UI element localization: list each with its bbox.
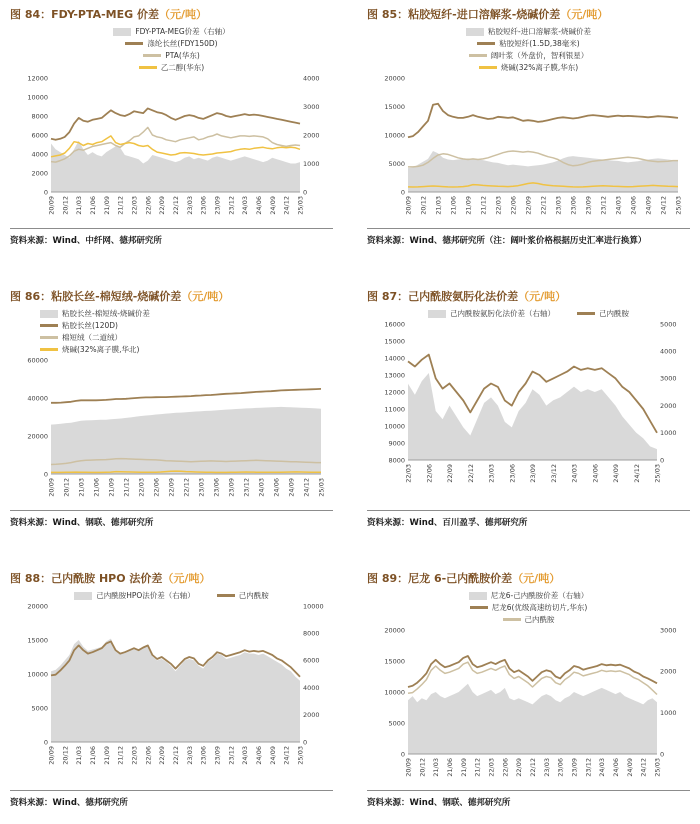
axis-tick-label: 20000 [26,432,48,441]
line-swatch-icon [139,66,157,69]
legend-item [40,345,139,354]
figure-title-text: 图 85：粘胶短纤-进口溶解浆-烧碱价差 [367,8,561,21]
axis-tick-label: 8000 [30,112,48,121]
figure-title-text: 图 84：FDY-PTA-MEG 价差 [10,8,160,21]
axis-tick-label: 15000 [383,337,405,346]
axis-tick-label: 23/09 [227,478,235,497]
legend-label: 尼龙6(优级高速纺切片,华东) [491,603,588,612]
axis-tick-label: 20/09 [404,758,412,777]
axis-tick-label: 20/09 [404,196,412,215]
legend-item [217,591,269,600]
figure-source: 资料来源：Wind、钢联、德邦研究所 [367,790,690,808]
figure-source: 资料来源：Wind、德邦研究所（注：阔叶浆价格根据历史汇率进行换算） [367,228,690,246]
chart-viscose-filament-spread [10,307,333,504]
axis-tick-label: 24/03 [570,464,578,483]
legend-label: PTA(华东) [165,51,200,60]
legend-item [40,309,150,318]
legend-label: 己内酰胺 [524,615,555,624]
axis-tick-label: 22/12 [466,464,475,483]
axis-tick-label: 21/06 [445,758,454,777]
line-swatch-icon [477,42,495,45]
line-swatch-icon [577,312,595,315]
axis-tick-label: 9000 [387,439,405,448]
legend-label: 尼龙6-己内酰胺价差（右轴） [490,591,589,600]
axis-tick-label: 23/06 [199,746,208,765]
figure-source: 资料来源：Wind、钢联、德邦研究所 [10,510,333,528]
axis-tick-label: 23/12 [599,196,607,215]
axis-tick-label: 22/03 [494,196,502,215]
axis-tick-label: 24/06 [629,196,637,215]
axis-tick-label: 14000 [383,354,405,363]
axis-tick-label: 15000 [383,102,405,111]
axis-tick-label: 22/12 [171,196,180,215]
axis-tick-label: 5000 [387,159,405,168]
chart-legend [10,309,333,354]
chart-caprolactam-ammoximation-spread [367,307,690,504]
axis-tick-label: 25/03 [674,196,682,215]
figure-title-text: 图 87：己内酰胺氨肟化法价差 [367,290,519,303]
legend-label: 粘胶长丝(120D) [62,321,118,330]
axis-tick-label: 21/03 [434,196,442,215]
axis-tick-label: 24/12 [659,196,667,215]
legend-item [469,51,589,60]
legend-item [469,591,588,600]
chart-legend [10,591,333,600]
figure-title [367,290,690,303]
axis-tick-label: 24/09 [644,196,652,215]
axis-tick-label: 23/06 [199,196,208,215]
axis-tick-label: 22/09 [524,196,532,215]
axis-tick-label: 22/06 [143,196,152,215]
axis-tick-label: 0 [659,456,664,465]
axis-tick-label: 21/12 [479,196,487,215]
axis-tick-label: 25/03 [296,746,304,765]
axis-tick-label: 22/03 [487,758,495,777]
axis-tick-label: 11000 [383,405,405,414]
line-swatch-icon [470,606,488,609]
axis-tick-label: 24/06 [590,464,599,483]
axis-tick-label: 21/09 [464,196,472,215]
axis-tick-label: 16000 [383,320,405,329]
legend-label: 涤纶长丝(FDY150D) [147,39,218,48]
axis-tick-label: 2000 [659,667,677,676]
axis-tick-label: 24/09 [287,478,295,497]
axis-tick-label: 2000 [30,169,48,178]
axis-tick-label: 23/12 [226,196,235,215]
axis-tick-label: 23/12 [583,758,592,777]
legend-item [74,591,195,600]
axis-tick-label: 21/09 [102,746,111,765]
axis-tick-label: 23/06 [569,196,577,215]
axis-tick-label: 21/12 [473,758,482,777]
legend-label: FDY-PTA-MEG价差（右轴） [135,27,230,36]
line-series [51,136,300,157]
axis-tick-label: 22/09 [157,746,166,765]
figure-title-unit: （元/吨） [159,8,208,21]
legend-item [139,63,204,72]
chart-legend [367,591,690,624]
area-series [51,407,321,474]
legend-item [143,51,200,60]
axis-tick-label: 8000 [302,629,320,638]
axis-tick-label: 21/03 [74,746,83,765]
axis-tick-label: 20/09 [47,746,55,765]
axis-tick-label: 23/09 [584,196,592,215]
axis-tick-label: 21/12 [116,196,125,215]
axis-tick-label: 1000 [302,159,320,168]
axis-tick-label: 3000 [659,374,677,383]
axis-tick-label: 10000 [26,93,48,102]
legend-label: 烧碱(32%离子膜,华东) [500,63,579,72]
chart-canvas [11,72,333,222]
axis-tick-label: 6000 [30,131,48,140]
axis-tick-label: 21/06 [88,746,97,765]
line-series [51,108,300,139]
area-swatch-icon [40,310,58,318]
axis-tick-label: 10000 [383,688,405,697]
figure-88 [10,572,333,808]
axis-tick-label: 21/12 [116,746,125,765]
axis-tick-label: 22/09 [167,478,175,497]
chart-viscose-staple-spread [367,25,690,222]
chart-canvas [368,624,690,784]
axis-tick-label: 21/09 [102,196,111,215]
figure-title-text: 图 86：粘胶长丝-棉短绒-烧碱价差 [10,290,182,303]
axis-tick-label: 23/12 [242,478,250,497]
axis-tick-label: 25/03 [653,758,661,777]
axis-tick-label: 21/06 [449,196,457,215]
legend-item [428,309,555,318]
axis-tick-label: 0 [43,470,48,479]
axis-tick-label: 20/12 [419,196,427,215]
axis-tick-label: 24/06 [611,758,620,777]
axis-tick-label: 2000 [302,711,320,720]
axis-tick-label: 23/03 [197,478,205,497]
figure-title-unit: （元/吨） [162,572,211,585]
axis-tick-label: 23/03 [542,758,551,777]
axis-tick-label: 23/03 [487,464,495,483]
figure-87 [367,290,690,528]
axis-tick-label: 20/12 [62,478,70,497]
axis-tick-label: 15000 [383,657,405,666]
axis-tick-label: 10000 [383,131,405,140]
axis-tick-label: 20000 [383,626,405,635]
figure-source: 资料来源：Wind、百川盈孚、德邦研究所 [367,510,690,528]
axis-tick-label: 1000 [659,429,677,438]
figure-84 [10,8,333,246]
legend-label: 己内酰胺HPO法价差（右轴） [96,591,195,600]
axis-tick-label: 24/12 [302,478,310,497]
axis-tick-label: 25/03 [653,464,661,483]
axis-tick-label: 24/09 [625,758,634,777]
legend-item [40,321,118,330]
line-series [51,389,321,403]
figure-title [10,8,333,21]
chart-legend [367,309,690,318]
legend-item [470,603,588,612]
axis-tick-label: 20/12 [60,196,69,215]
axis-tick-label: 21/09 [459,758,468,777]
figure-title [367,8,690,21]
axis-tick-label: 2000 [302,131,320,140]
axis-tick-label: 10000 [26,670,48,679]
figure-title-unit: （元/吨） [181,290,230,303]
axis-tick-label: 6000 [302,656,320,665]
axis-tick-label: 24/12 [282,746,291,765]
axis-tick-label: 21/06 [88,196,97,215]
axis-tick-label: 21/09 [107,478,115,497]
axis-tick-label: 10000 [383,422,405,431]
axis-tick-label: 24/03 [257,478,265,497]
axis-tick-label: 60000 [26,356,48,365]
area-swatch-icon [113,28,131,36]
chart-legend [10,27,333,72]
figure-title-unit: （元/吨） [560,8,609,21]
axis-tick-label: 0 [302,188,307,197]
axis-tick-label: 24/06 [254,746,263,765]
axis-tick-label: 3000 [302,102,320,111]
axis-tick-label: 25/03 [317,478,325,497]
axis-tick-label: 22/06 [152,478,160,497]
axis-tick-label: 24/09 [611,464,620,483]
axis-tick-label: 23/03 [185,196,194,215]
axis-tick-label: 24/12 [282,196,291,215]
figure-title-unit: （元/吨） [518,290,567,303]
axis-tick-label: 20/12 [417,758,426,777]
axis-tick-label: 22/03 [404,464,412,483]
axis-tick-label: 15000 [26,636,48,645]
figure-title-unit: （元/吨） [512,572,561,585]
figure-title [367,572,690,585]
chart-canvas [11,354,333,504]
legend-item [113,27,229,36]
axis-tick-label: 1000 [659,709,677,717]
line-swatch-icon [40,348,58,351]
figure-title [10,290,333,303]
legend-label: 粘胶短纤(1.5D,38毫米) [499,39,580,48]
axis-tick-label: 22/03 [137,478,145,497]
axis-tick-label: 24/03 [240,196,249,215]
figure-89 [367,572,690,808]
line-swatch-icon [479,66,497,69]
legend-label: 粘胶短纤-进口溶解浆-烧碱价差 [488,27,591,36]
axis-tick-label: 0 [400,188,405,197]
axis-tick-label: 4000 [659,347,677,356]
legend-label: 己内酰胺 [238,591,269,600]
axis-tick-label: 0 [43,738,48,747]
area-swatch-icon [74,592,92,600]
axis-tick-label: 12000 [26,74,48,83]
axis-tick-label: 22/06 [509,196,517,215]
axis-tick-label: 24/06 [272,478,280,497]
axis-tick-label: 22/12 [539,196,547,215]
legend-label: 烧碱(32%离子膜,华北) [62,345,140,354]
line-swatch-icon [217,594,235,597]
legend-item [466,27,591,36]
axis-tick-label: 22/03 [130,746,138,765]
figure-title-text: 图 89：尼龙 6-己内酰胺价差 [367,572,513,585]
chart-legend [367,27,690,72]
axis-tick-label: 22/03 [130,196,138,215]
chart-nylon6-caprolactam-spread [367,589,690,784]
chart-fdy-pta-meg [10,25,333,222]
axis-tick-label: 24/12 [639,758,648,777]
area-swatch-icon [428,310,446,318]
axis-tick-label: 23/06 [556,758,565,777]
axis-tick-label: 20000 [26,602,48,611]
legend-label: 粘胶长丝-棉短绒-烧碱价差 [62,309,150,318]
axis-tick-label: 24/09 [268,746,277,765]
line-swatch-icon [40,324,58,327]
axis-tick-label: 0 [659,750,664,759]
legend-label: 棉短绒（二道绒） [62,333,122,342]
axis-tick-label: 4000 [302,683,320,692]
axis-tick-label: 8000 [387,456,405,465]
axis-tick-label: 0 [43,188,48,197]
line-series [408,104,678,138]
axis-tick-label: 23/03 [554,196,562,215]
axis-tick-label: 13000 [383,371,405,380]
axis-tick-label: 22/06 [424,464,433,483]
axis-tick-label: 22/09 [157,196,166,215]
axis-tick-label: 10000 [302,602,324,611]
axis-tick-label: 23/12 [549,464,558,483]
axis-tick-label: 22/12 [528,758,537,777]
axis-tick-label: 0 [302,738,307,747]
axis-tick-label: 23/06 [212,478,220,497]
axis-tick-label: 20000 [383,74,405,83]
legend-label: 阔叶浆（外盘价，智利银星） [490,51,589,60]
axis-tick-label: 20/09 [47,478,55,497]
axis-tick-label: 23/09 [213,196,221,215]
line-swatch-icon [143,54,161,57]
axis-tick-label: 24/03 [240,746,249,765]
axis-tick-label: 23/03 [185,746,194,765]
figure-86 [10,290,333,528]
axis-tick-label: 0 [400,750,405,759]
axis-tick-label: 20/09 [47,196,55,215]
axis-tick-label: 40000 [26,394,48,403]
axis-tick-label: 3000 [659,626,677,635]
chart-canvas [11,600,333,772]
axis-tick-label: 22/06 [143,746,152,765]
axis-tick-label: 25/03 [296,196,304,215]
axis-tick-label: 21/12 [122,478,130,497]
axis-tick-label: 22/09 [445,464,454,483]
axis-tick-label: 4000 [30,150,48,159]
legend-item [577,309,629,318]
area-swatch-icon [466,28,484,36]
legend-item [477,39,579,48]
figure-source: 资料来源：Wind、中纤网、德邦研究所 [10,228,333,246]
chart-caprolactam-hpo-spread [10,589,333,784]
figure-title [10,572,333,585]
axis-tick-label: 21/03 [431,758,440,777]
legend-label: 己内酰胺 [599,309,629,318]
legend-label: 乙二醇(华东) [160,63,205,72]
line-swatch-icon [40,336,58,339]
axis-tick-label: 23/09 [213,746,221,765]
figure-85 [367,8,690,246]
axis-tick-label: 23/09 [528,464,537,483]
axis-tick-label: 24/12 [632,464,641,483]
axis-tick-label: 21/03 [74,196,83,215]
legend-item [125,39,217,48]
chart-canvas [368,72,690,222]
axis-tick-label: 24/06 [254,196,263,215]
axis-tick-label: 24/03 [597,758,606,777]
legend-label: 己内酰胺氨肟化法价差（右轴） [450,309,555,318]
figure-source: 资料来源：Wind、德邦研究所 [10,790,333,808]
axis-tick-label: 22/06 [500,758,509,777]
line-swatch-icon [503,618,521,621]
line-swatch-icon [469,54,487,57]
axis-tick-label: 21/03 [77,478,85,497]
legend-item [479,63,578,72]
axis-tick-label: 21/06 [92,478,100,497]
axis-tick-label: 24/03 [614,196,622,215]
axis-tick-label: 4000 [302,74,320,83]
axis-tick-label: 22/12 [182,478,190,497]
figure-title-text: 图 88：己内酰胺 HPO 法价差 [10,572,163,585]
legend-item [503,615,555,624]
area-swatch-icon [469,592,487,600]
axis-tick-label: 23/12 [226,746,235,765]
axis-tick-label: 12000 [383,388,405,397]
legend-item [40,333,122,342]
axis-tick-label: 23/06 [507,464,516,483]
axis-tick-label: 22/12 [171,746,180,765]
axis-tick-label: 24/09 [268,196,277,215]
axis-tick-label: 23/09 [570,758,578,777]
axis-tick-label: 20/12 [60,746,69,765]
area-series [408,684,657,754]
axis-tick-label: 22/09 [514,758,523,777]
axis-tick-label: 2000 [659,401,677,410]
axis-tick-label: 5000 [387,719,405,728]
line-swatch-icon [125,42,143,45]
axis-tick-label: 5000 [30,704,48,713]
chart-canvas [368,318,690,490]
axis-tick-label: 5000 [659,320,677,329]
